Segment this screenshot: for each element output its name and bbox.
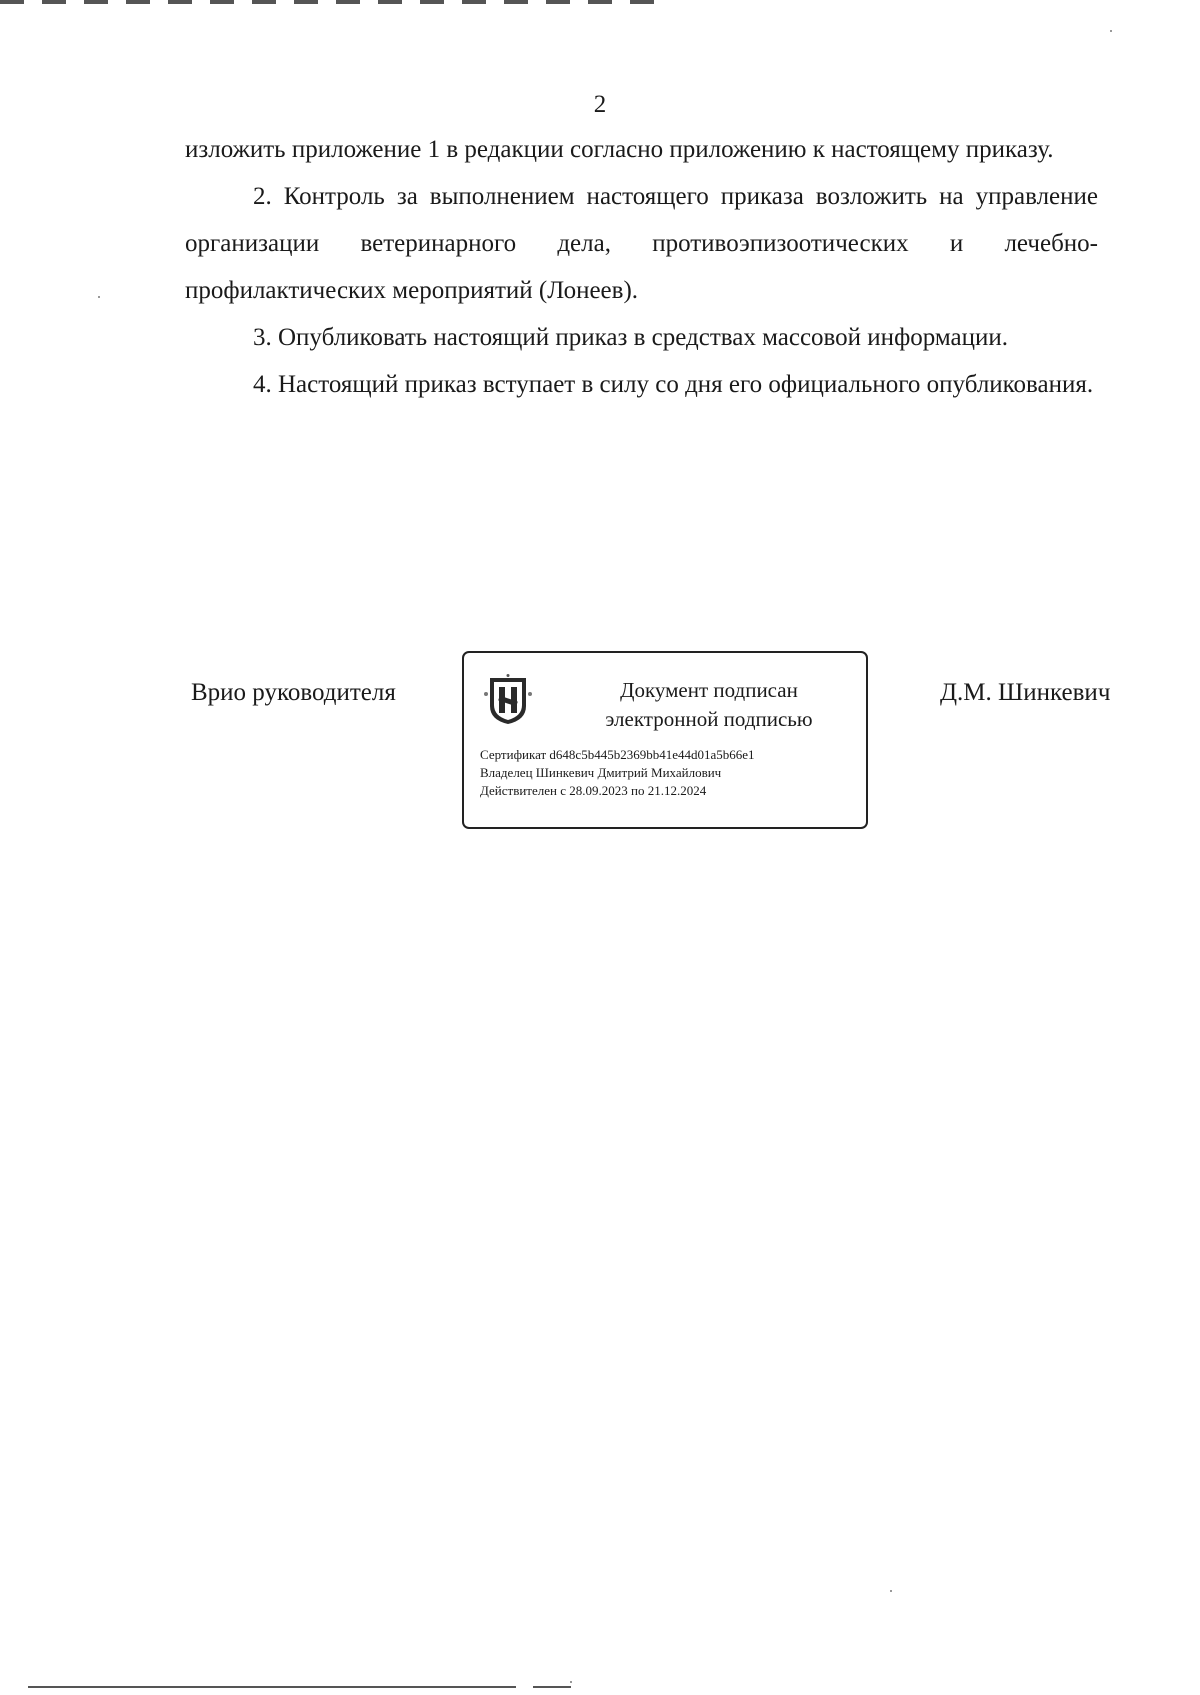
stamp-owner: Владелец Шинкевич Дмитрий Михайлович xyxy=(480,765,722,780)
stamp-certificate: Сертификат d648c5b445b2369bb41e44d01a5b66e1 xyxy=(480,747,755,762)
paragraph-item-2: 2. Контроль за выполнением настоящего приказа возложить на управление организации ветеринарного дела, противоэпизоотических и лечебно-профилактических мероприятий (Лонеев). xyxy=(185,183,1098,304)
stamp-title-line-1: Документ подписан xyxy=(620,678,798,702)
paragraph-item-4: 4. Настоящий приказ вступает в силу со дня его официального опубликования. xyxy=(253,371,1094,398)
scan-speck xyxy=(570,1681,572,1683)
stamp-title-line-2: электронной подписью xyxy=(605,707,813,731)
scan-speck xyxy=(1110,30,1112,32)
scan-edge-dashes-top xyxy=(0,0,660,4)
electronic-signature-stamp xyxy=(462,651,868,829)
scan-speck xyxy=(98,296,100,298)
signer-name: Д.М. Шинкевич xyxy=(940,679,1111,706)
paragraph-continuation: изложить приложение 1 в редакции согласно приложению к настоящему приказу. xyxy=(185,136,1054,163)
scan-edge-line-bottom xyxy=(28,1686,516,1688)
page-number: 2 xyxy=(593,91,607,118)
scan-speck xyxy=(890,1590,892,1592)
paragraph-item-3: 3. Опубликовать настоящий приказ в средствах массовой информации. xyxy=(253,324,1009,351)
signer-position: Врио руководителя xyxy=(191,679,396,706)
coat-of-arms-icon xyxy=(482,674,534,726)
stamp-title xyxy=(564,676,854,734)
document-body xyxy=(185,126,1098,408)
stamp-validity: Действителен с 28.09.2023 по 21.12.2024 xyxy=(480,783,707,798)
stamp-details xyxy=(480,746,755,800)
